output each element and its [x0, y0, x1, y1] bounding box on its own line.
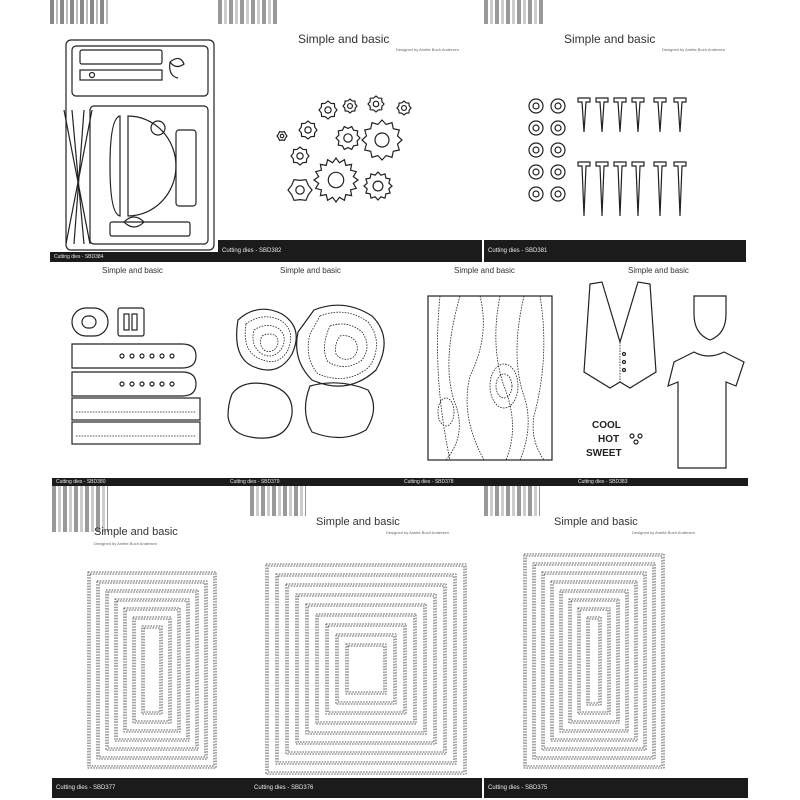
wood-slices-illustration [226, 262, 400, 486]
product-footer: Cutting dies - SBD378 [400, 478, 574, 486]
designer-credit: Designed by Anette Buch Andersen [632, 530, 695, 535]
product-card-sbd378[interactable] [400, 262, 574, 486]
clothes-illustration [574, 262, 748, 486]
product-footer: Cutting dies - SBD376 [250, 778, 482, 798]
screws-illustration [484, 0, 746, 262]
product-card-sbd376[interactable] [250, 486, 482, 798]
brand-name: Simple and basic [94, 526, 178, 538]
brand-name: Simple and basic [454, 266, 515, 275]
brand-name: Simple and basic [628, 266, 689, 275]
designer-credit: Designed by Anette Buch Andersen [94, 541, 157, 546]
brand-name: Simple and basic [554, 516, 638, 528]
product-card-sbd379[interactable] [226, 262, 400, 486]
brand-name: Simple and basic [316, 516, 400, 528]
product-footer: Cutting dies - SBD380 [52, 478, 226, 486]
word-sweet: SWEET [586, 448, 622, 459]
brand-name: Simple and basic [564, 32, 656, 46]
product-footer: Cutting dies - SBD382 [218, 240, 482, 262]
product-footer: Cutting dies - SBD381 [484, 240, 746, 262]
word-cool: COOL [592, 420, 621, 431]
word-hot: HOT [598, 434, 620, 445]
brand-name: Simple and basic [298, 32, 390, 46]
product-card-sbd384[interactable] [50, 0, 218, 262]
product-card-sbd380[interactable] [52, 262, 226, 486]
product-footer: Cutting dies - SBD379 [226, 478, 400, 486]
designer-credit: Designed by Anette Buch Andersen [396, 47, 459, 52]
product-footer: Cutting dies - SBD375 [484, 778, 748, 798]
woodgrain-illustration [400, 262, 574, 486]
nested-squares-illustration [250, 486, 482, 798]
gears-illustration [218, 0, 482, 262]
product-footer: Cutting dies - SBD384 [50, 252, 218, 262]
designer-credit: Designed by Anette Buch Andersen [662, 47, 725, 52]
product-footer: Cutting dies - SBD377 [52, 778, 250, 798]
designer-credit: Designed by Anette Buch Andersen [386, 530, 449, 535]
product-footer: Cutting dies - SBD383 [574, 478, 748, 486]
brand-name: Simple and basic [280, 266, 341, 275]
product-card-sbd383[interactable] [574, 262, 748, 486]
product-card-sbd377[interactable] [52, 486, 250, 798]
belt-illustration [52, 262, 226, 486]
product-card-sbd382[interactable] [218, 0, 482, 262]
product-card-sbd381[interactable] [484, 0, 746, 262]
nested-rectangles-illustration [484, 486, 748, 798]
brand-name: Simple and basic [102, 266, 163, 275]
product-card-sbd375[interactable] [484, 486, 748, 798]
nested-frames-illustration [52, 486, 250, 798]
die-set-illustration [50, 0, 218, 262]
